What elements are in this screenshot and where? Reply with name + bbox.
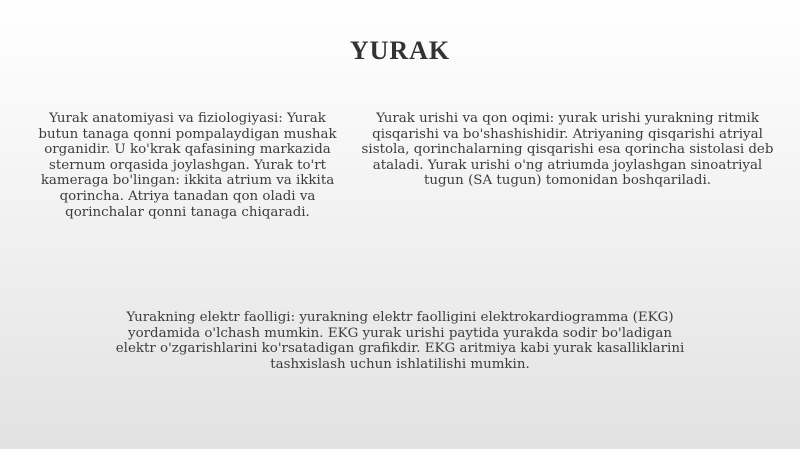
- heartbeat-text-block: Yurak urishi va qon oqimi: yurak urishi yurakning ritmik qisqarishi va bo'shashishidir. Atriyaning qisqarishi atriyal sistola, qorinchalarning qisqarishi esa qorincha sistolasi deb ataladi. Yurak urishi o'ng atriumda joylashgan sinoatriyal tugun (SA tugun) tomonidan boshqariladi.: [361, 111, 774, 189]
- electrical-activity-text-block: Yurakning elektr faolligi: yurakning elektr faolligini elektrokardiogramma (EKG) yordamida o'lchash mumkin. EKG yurak urishi paytida yurakda sodir bo'ladigan elektr o'zgarishlarini ko'rsatadigan grafikdir. EKG aritmiya kabi yurak kasalliklarini tashxislash uchun ishlatilishi mumkin.: [115, 310, 685, 372]
- slide-title: YURAK: [349, 36, 451, 65]
- anatomy-text-block: Yurak anatomiyasi va fiziologiyasi: Yurak butun tanaga qonni pompalaydigan mushak organidir. U ko'krak qafasining markazida sternum orqasida joylashgan. Yurak to'rt kameraga bo'lingan: ikkita atrium va ikkita qorincha. Atriya tanadan qon oladi va qorinchalar qonni tanaga chiqaradi.: [38, 111, 337, 220]
